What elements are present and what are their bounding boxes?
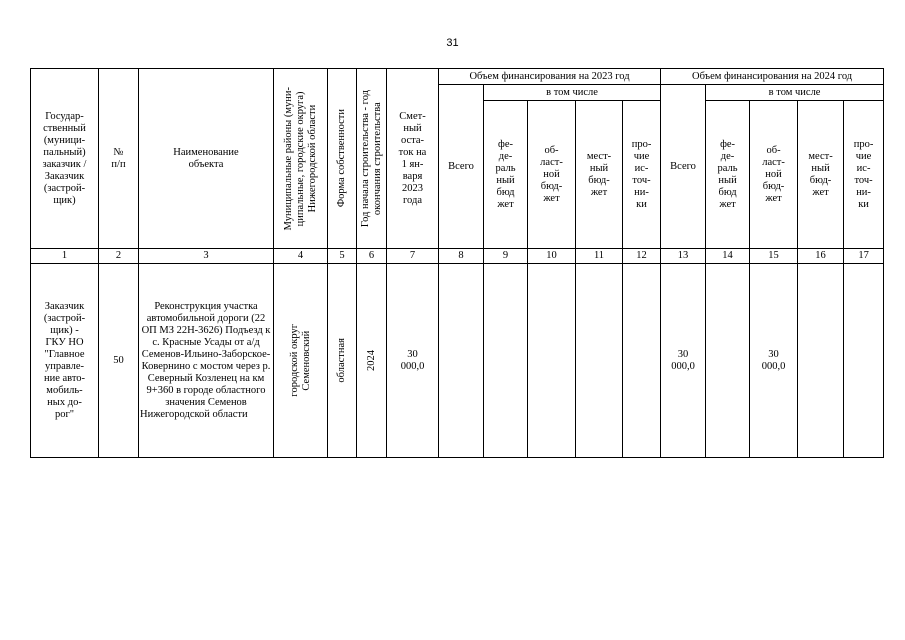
federal-2024-header: фе- де- раль ный бюд жет: [706, 101, 750, 249]
ownership-form-cell: областная: [328, 264, 357, 458]
other-2024-cell: [844, 264, 884, 458]
column-number: 12: [623, 249, 661, 264]
column-number: 15: [750, 249, 798, 264]
other-2023-header: про- чие ис- точ- ни- ки: [623, 101, 661, 249]
local-2023-cell: [576, 264, 623, 458]
object-name-header: Наименование объекта: [139, 69, 274, 249]
column-number: 2: [99, 249, 139, 264]
header-row: [31, 69, 884, 85]
column-number: 13: [661, 249, 706, 264]
column-number: 5: [328, 249, 357, 264]
column-number: 8: [439, 249, 484, 264]
funding-2024-header: Объем финансирования на 2024 год: [661, 69, 884, 85]
including-2024-header: в том числе: [706, 85, 884, 101]
estimated-balance-header: Смет- ный оста- ток на 1 ян- варя 2023 года: [387, 69, 439, 249]
total-2023-cell: [439, 264, 484, 458]
other-2024-header: про- чие ис- точ- ни- ки: [844, 101, 884, 249]
federal-2023-header: фе- де- раль ный бюд жет: [484, 101, 528, 249]
construction-years-header: Год начала строительства - год окончания строительства: [357, 69, 387, 249]
construction-years-cell: 2024: [357, 264, 387, 458]
ownership-form-header: Форма собственности: [328, 69, 357, 249]
customer-header: Государ- ственный (муници- пальный) заказчик / Заказчик (застрой- щик): [31, 69, 99, 249]
regional-2023-cell: [528, 264, 576, 458]
regional-2024-cell: 30 000,0: [750, 264, 798, 458]
column-number: 6: [357, 249, 387, 264]
total-2024-cell: 30 000,0: [661, 264, 706, 458]
column-number: 4: [274, 249, 328, 264]
column-number-row: [31, 249, 884, 264]
funding-2023-header: Объем финансирования на 2023 год: [439, 69, 661, 85]
customer-cell: Заказчик (застрой- щик) - ГКУ НО "Главное управле- ние авто- мобиль- ных до- рог": [31, 264, 99, 458]
column-number: 17: [844, 249, 884, 264]
regional-2023-header: об- ласт- ной бюд- жет: [528, 101, 576, 249]
other-2023-cell: [623, 264, 661, 458]
local-2024-header: мест- ный бюд- жет: [798, 101, 844, 249]
federal-2023-cell: [484, 264, 528, 458]
column-number: 3: [139, 249, 274, 264]
regional-2024-header: об- ласт- ной бюд- жет: [750, 101, 798, 249]
column-number: 9: [484, 249, 528, 264]
number-cell: 50: [99, 264, 139, 458]
local-2023-header: мест- ный бюд- жет: [576, 101, 623, 249]
table-row: [31, 264, 884, 458]
column-number: 7: [387, 249, 439, 264]
column-number: 1: [31, 249, 99, 264]
municipal-district-cell: городской округ Семеновский: [274, 264, 328, 458]
total-2023-header: Всего: [439, 85, 484, 249]
financing-table: [30, 68, 884, 458]
column-number: 14: [706, 249, 750, 264]
total-2024-header: Всего: [661, 85, 706, 249]
column-number: 16: [798, 249, 844, 264]
federal-2024-cell: [706, 264, 750, 458]
column-number: 10: [528, 249, 576, 264]
page-number: 31: [446, 37, 459, 49]
local-2024-cell: [798, 264, 844, 458]
municipal-district-header: Муниципальные районы (муни- ципальные, городские округа) Нижегородской области: [274, 69, 328, 249]
column-number: 11: [576, 249, 623, 264]
object-name-cell: Реконструкция участка автомобильной дороги (22 ОП МЗ 22Н-3626) Подъезд к с. Красные Усады от а/д Семенов-Ильино-Заборское-Ковернино с мостом через р. Северный Козленец на км 9+360 в городе областного значения Семенов Нижегородской области: [139, 264, 274, 458]
number-header: № п/п: [99, 69, 139, 249]
including-2023-header: в том числе: [484, 85, 661, 101]
estimated-balance-cell: 30 000,0: [387, 264, 439, 458]
